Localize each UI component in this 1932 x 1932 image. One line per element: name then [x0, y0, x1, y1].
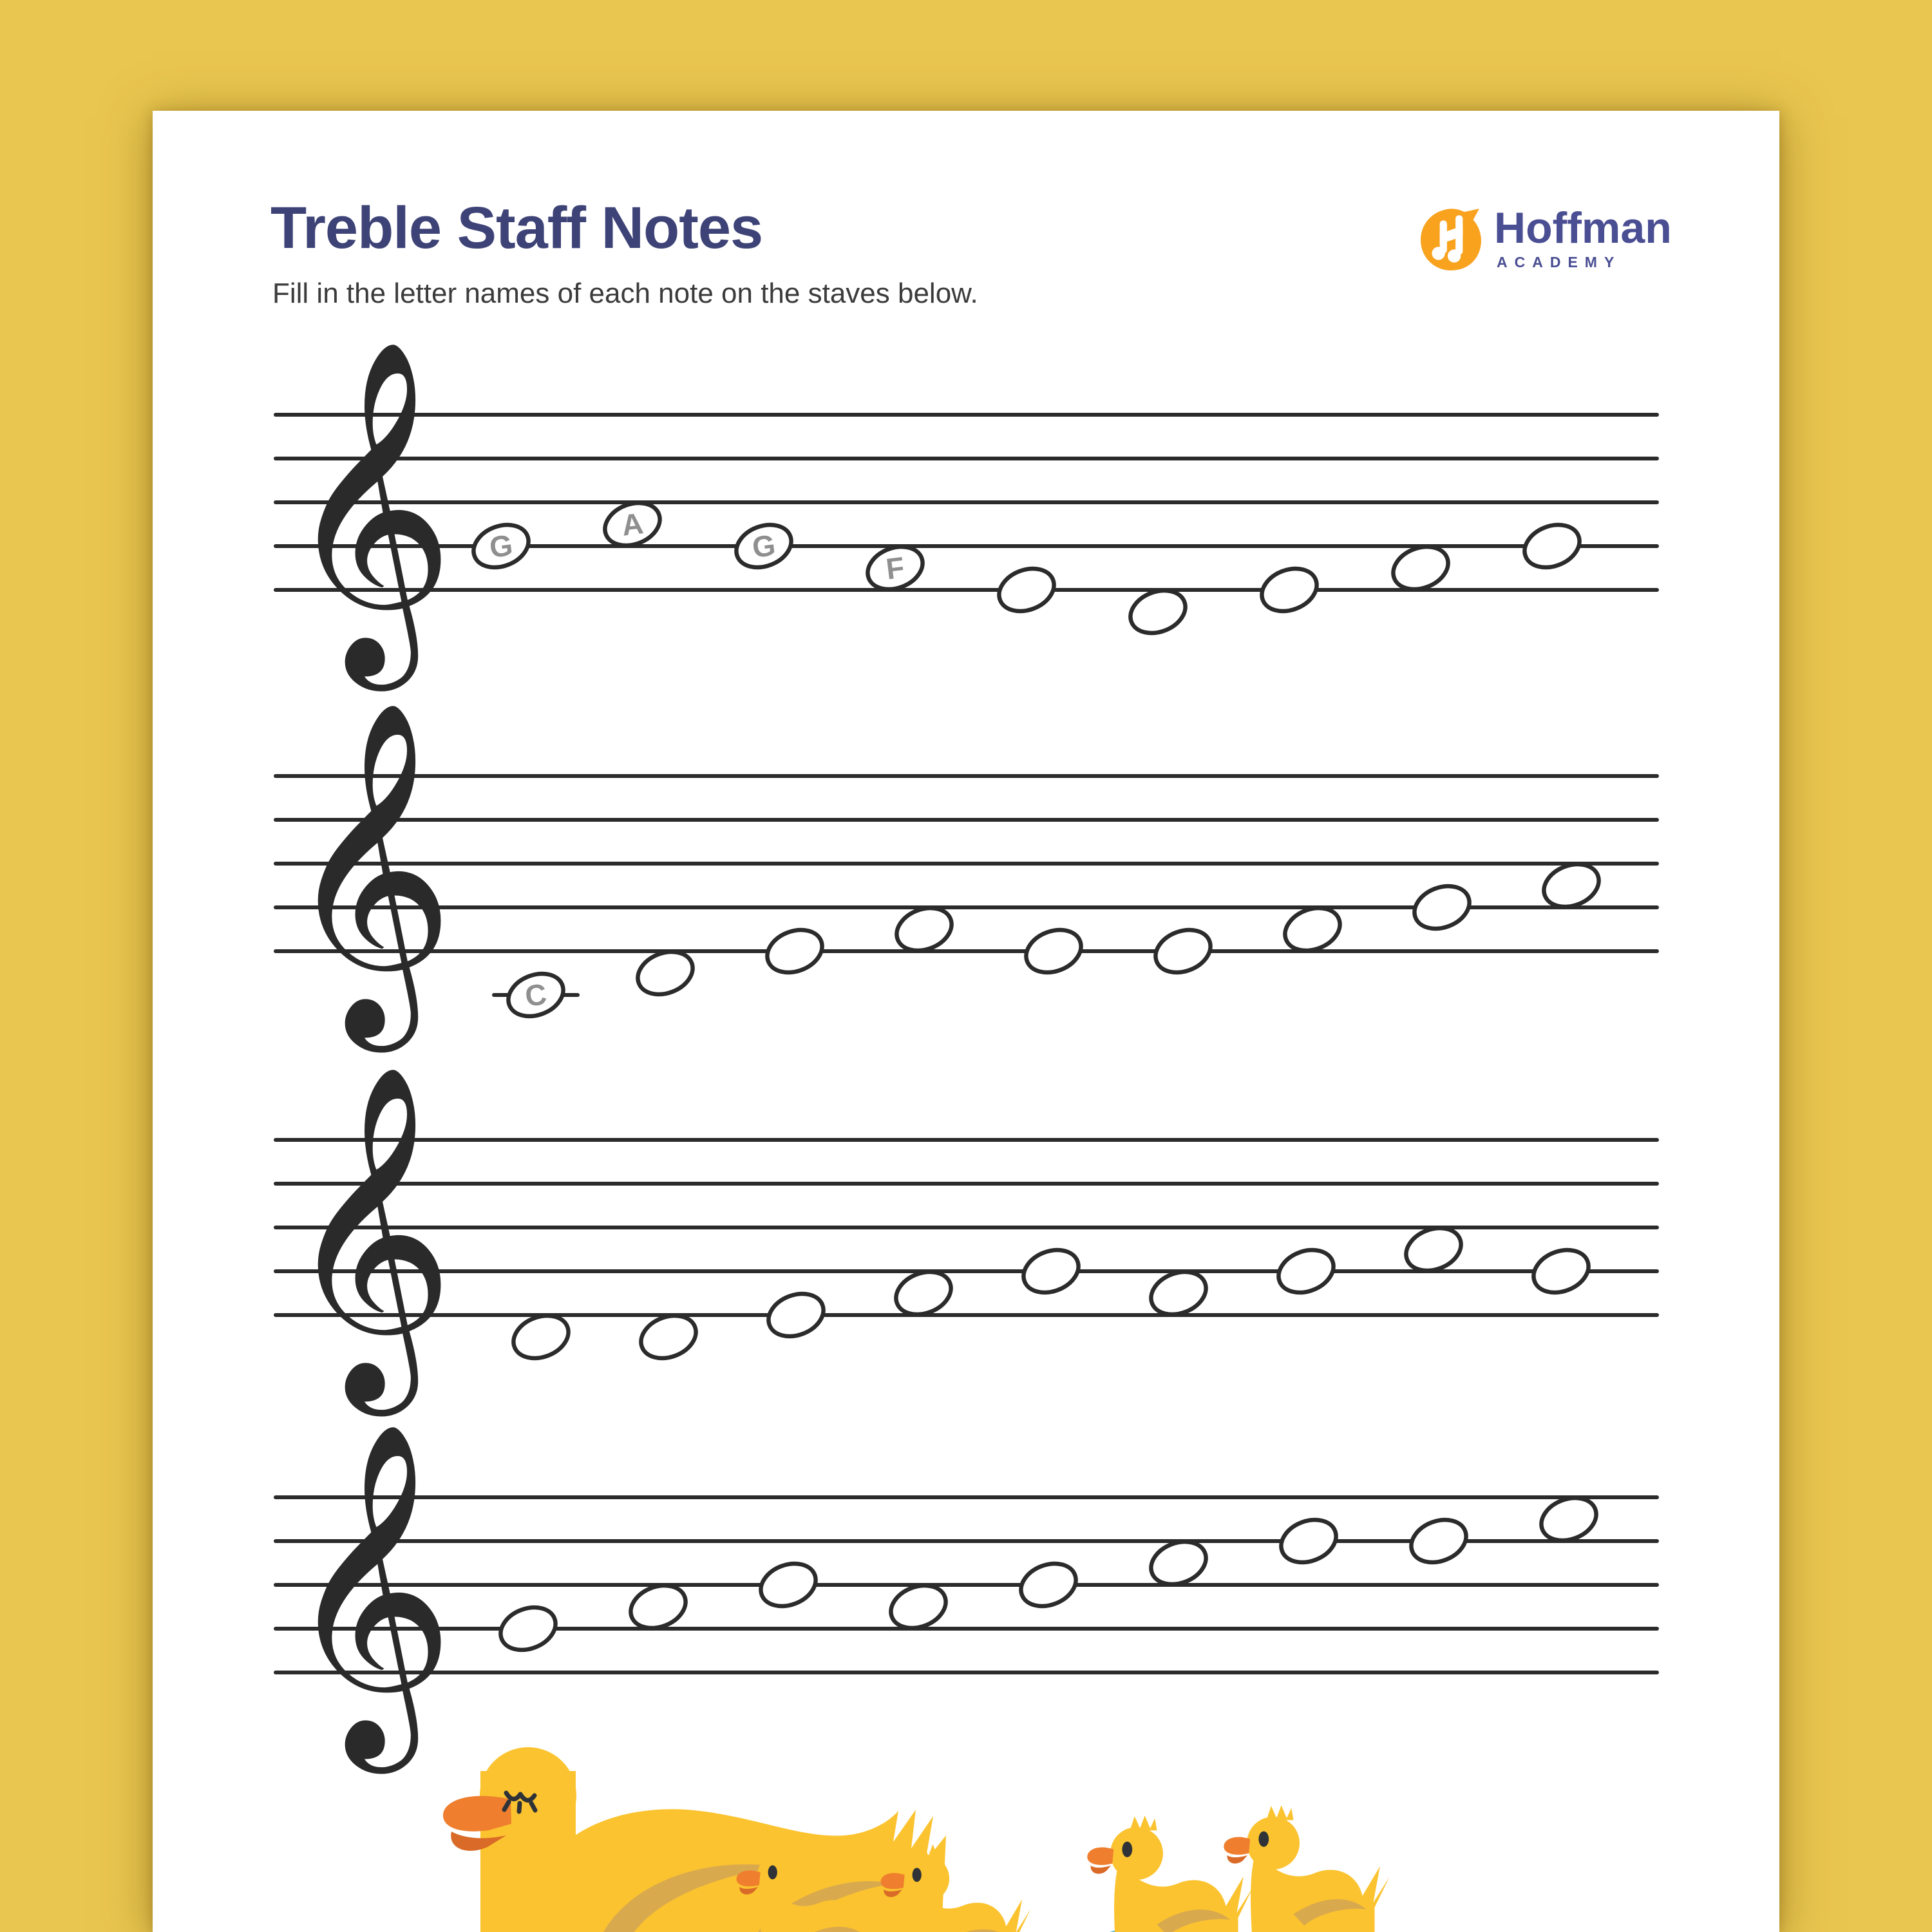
- note-head-A4: [1536, 855, 1607, 916]
- page-title: Treble Staff Notes: [270, 195, 763, 261]
- note-head-A4: [597, 493, 668, 555]
- note-head-A4: [883, 1576, 954, 1638]
- note-head-E4: [759, 920, 830, 982]
- staff-line: [274, 1313, 1659, 1317]
- note-head-G4: [466, 515, 536, 577]
- note-letter-label: A: [620, 506, 645, 542]
- note-head-G4: [1517, 515, 1587, 577]
- note-letter-label: C: [523, 977, 549, 1013]
- note-head-D5: [1273, 1510, 1344, 1572]
- staff-line: [274, 818, 1659, 822]
- note-head-E5: [1533, 1488, 1604, 1550]
- staff-line: [274, 949, 1659, 953]
- logo-academy-label: ACADEMY: [1497, 254, 1622, 270]
- note-head-E4: [761, 1284, 831, 1346]
- worksheet-page: [153, 111, 1779, 1932]
- staff-line: [274, 413, 1659, 417]
- note-head-F4: [1143, 1262, 1214, 1324]
- note-head-G4: [1526, 1240, 1596, 1302]
- note-head-E4: [991, 559, 1062, 621]
- staff-line: [274, 1182, 1659, 1186]
- hoffman-academy-logo: [1418, 201, 1779, 278]
- note-head-E4: [1148, 920, 1218, 982]
- logo-wordmark: Hoffman: [1494, 204, 1672, 252]
- note-head-G4: [493, 1598, 564, 1660]
- note-head-D4: [633, 1306, 704, 1368]
- note-letter-label: G: [750, 528, 777, 564]
- note-head-A4: [623, 1576, 694, 1638]
- staff-line: [274, 862, 1659, 866]
- note-head-D5: [1403, 1510, 1474, 1572]
- note-head-C4: [500, 964, 571, 1026]
- staff-line: [274, 1583, 1659, 1587]
- note-head-G4: [1271, 1240, 1341, 1302]
- treble-clef-icon: 𝄞: [283, 697, 455, 1037]
- logo-music-note-icon: [1418, 206, 1484, 273]
- staff-line: [274, 457, 1659, 460]
- note-head-D4: [630, 942, 701, 1004]
- staff-line: [274, 1495, 1659, 1499]
- duck-family-illustration: [153, 1642, 1779, 1932]
- note-head-B4: [753, 1554, 824, 1616]
- treble-clef-icon: 𝄞: [283, 336, 455, 676]
- note-head-G4: [728, 515, 799, 577]
- note-head-D4: [1122, 581, 1193, 643]
- note-letter-label: G: [488, 528, 515, 564]
- note-head-G4: [1016, 1240, 1086, 1302]
- note-head-F4: [1277, 898, 1348, 960]
- note-head-G4: [1406, 876, 1477, 938]
- staff-line: [274, 1138, 1659, 1142]
- treble-clef-icon: 𝄞: [283, 1419, 455, 1758]
- note-head-F4: [1385, 537, 1456, 599]
- note-head-C5: [1143, 1532, 1214, 1594]
- note-head-A4: [1398, 1218, 1469, 1280]
- staff-line: [274, 774, 1659, 778]
- treble-clef-icon: 𝄞: [283, 1061, 455, 1401]
- mother-duck-icon: [443, 1747, 946, 1932]
- staff-line: [274, 1627, 1659, 1631]
- note-head-D4: [506, 1306, 576, 1368]
- note-head-F4: [889, 898, 960, 960]
- note-head-F4: [888, 1262, 959, 1324]
- note-head-B4: [1013, 1554, 1084, 1616]
- note-head-E4: [1018, 920, 1089, 982]
- note-head-E4: [1254, 559, 1325, 621]
- note-letter-label: F: [884, 550, 907, 586]
- note-head-F4: [860, 537, 931, 599]
- page-instructions: Fill in the letter names of each note on the staves below.: [272, 278, 978, 309]
- staff-line: [274, 500, 1659, 504]
